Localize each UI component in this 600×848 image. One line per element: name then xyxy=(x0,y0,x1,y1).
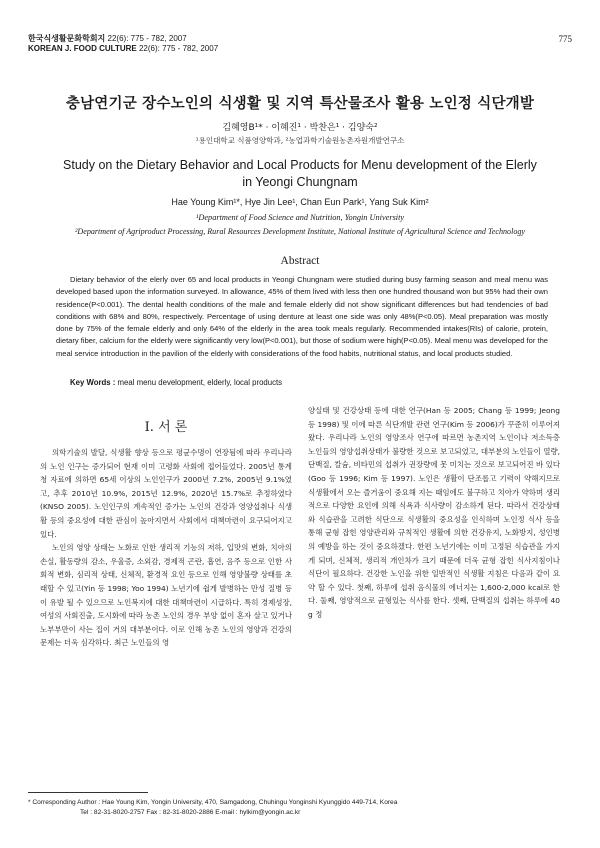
right-column xyxy=(308,404,560,622)
abstract-heading: Abstract xyxy=(280,255,320,267)
title-english: Study on the Dietary Behavior and Local Products for Menu development of the Elerly in Yeongi Chungnam xyxy=(63,158,537,189)
authors-korean: 김혜영B¹* · 이혜진¹ · 박찬은¹ · 김양숙² xyxy=(222,123,378,133)
abstract-body xyxy=(56,274,548,360)
paragraph: 노인의 영양 상태는 노화로 인한 생리적 기능의 저하, 입맛의 변화, 치아의 손실, 활동량의 감소, 우울증, 소외감, 경제적 곤란, 흡연, 음주 등으로 인한 사회적 변화, 심리적 상태, 신체적, 환경적 요인 등으로 인해 영양불량 상태를 초래할 수 있고(Yin 등 1998; Yoo 1994) 노년기에 쉽게 발병하는 만성 질병 등이 유발 될 수 있으므로 노인복지에 대한 대책마련이 시급하다. 특히 경제성장, 여성의 사회진출, 도시화에 따라 농촌 노인의 경우 부양 없이 혼자 살고 있거나 노부부만이 사는 집이 거의 대부분이다. 이로 인해 농촌 노인의 영양과 건강의 문제는 더욱 심각하다. 최근 노인들의 영 xyxy=(40,543,292,648)
left-column xyxy=(40,446,292,650)
footnote-contact: Tel : 82-31-8020-2757 Fax : 82-31-8020-2886 E-mail : hylkim@yongin.ac.kr xyxy=(80,808,301,816)
journal-name-kr: 한국식생활문화학회지 xyxy=(28,34,106,43)
affiliation-english-1: ¹Department of Food Science and Nutrition, Yongin University xyxy=(195,213,405,222)
running-header xyxy=(28,34,218,54)
keywords-text: meal menu development, elderly, local products xyxy=(117,378,283,387)
page-number: 775 xyxy=(558,34,572,44)
section-title-introduction: Ⅰ. 서 론 xyxy=(144,420,188,435)
footnote-divider xyxy=(28,792,148,793)
affiliation-korean: ¹용인대학교 식품영양학과, ²농업과학기술원농촌자원개발연구소 xyxy=(195,136,405,145)
footnote xyxy=(28,798,397,817)
keywords xyxy=(70,378,282,387)
citation-kr: 22(6): 775 - 782, 2007 xyxy=(107,34,187,43)
affiliation-english-2: ²Department of Agriproduct Processing, Rural Resources Development Institute, National Institute of Agricultural Science and Technology xyxy=(74,227,526,236)
keywords-label: Key Words : xyxy=(70,378,116,387)
citation-en: 22(6): 775 - 782, 2007 xyxy=(138,44,219,53)
title-korean: 충남연기군 장수노인의 식생활 및 지역 특산물조사 활용 노인정 식단개발 xyxy=(65,96,535,112)
authors-english: Hae Young Kim¹*, Hye Jin Lee¹, Chan Eun Park¹, Yang Suk Kim² xyxy=(171,197,429,207)
paragraph: 양실태 및 건강상태 등에 대한 연구(Han 등 2005; Chang 등 1999; Jeong 등 1998) 및 이에 따른 식단개발 관련 연구(Kim 등 2006)가 꾸준히 이루어져 왔다. 우리나라 노인의 영양조사 연구에 따르면 농촌지역 노인이나 저소득층 노인들의 영양섭취상태가 불량한 것으로 보고되었고, 대부분의 노인들이 열량, 단백질, 칼슘, 비타민의 섭취가 권장량에 못 미치는 것으로 보고되어진 바 있다(Goo 등 1996; Kim 등 1997). 노인은 생활이 단조롭고 기력이 약해지므로 식생활에서 오는 즐거움이 중요해 지는 때임에도 불구하고 치아가 약하며 생리적으로 다양한 요인에 의해 식욕과 식사량이 감소하게 된다. 따라서 건강상태와 식습관을 고려한 식단으로 식생활의 중요성을 인식하며 노인정 식사 등을 통해 균형 잡힌 영양관리와 규칙적인 생활에 의한 건강유지, 노화방지, 성인병의 예방을 하는 것이 중요하겠다. 한편 노년기에는 이미 고정된 식습관을 가지게 되며, 신체적, 생리적 개인차가 크기 때문에 더욱 균형 잡힌 식사지침이나 식단이 필요하다. 건강한 노인을 위한 일반적인 식생활 지침은 다음과 같이 요약 할 수 있다. 첫째, 하루에 섭취 음식물의 에너지는 1,600-2,000 kcal로 한다. 둘째, 영양적으로 균형있는 식사를 한다. 셋째, 단백질의 섭취는 하루에 40 g 정 xyxy=(308,406,561,619)
paragraph: 의학기술의 발달, 식생활 향상 등으로 평균수명이 연장됨에 따라 우리나라의 노인 인구는 증가되어 현재 이미 고령화 사회에 접어들었다. 2005년 통계청 자료에 의하면 65세 이상의 노인인구가 2000년 7.2%, 2005년 9.1%였고, 추후 2010년 10.9%, 2015년 12.9%, 2020년 15.7%로 추정하였다(KNSO 2005). 노인인구의 계속적인 증가는 노인의 건강과 영양섭취나 식생활 등의 중요성에 대한 관심이 높아지면서 사회에서 대책마련이 요구되어지고 있다. xyxy=(40,448,292,539)
footnote-author: * Corresponding Author : Hae Young Kim, Yongin University, 470, Samgadong, Chuhingu Yonginshi Kyunggido 449-714, Korea xyxy=(28,799,398,806)
journal-name-en: KOREAN J. FOOD CULTURE xyxy=(28,44,137,53)
abstract-text: Dietary behavior of the elerly over 65 and local products in Yeongi Chungnam were studied during busy farming season and meal menu was developed based upon the information surveyed. In allowance, 45% of them lived with less then one hundred thousand won but 95% had their own residence(P<0.001). The dental health conditions of the male and female elderly did not show significant differences but had tendencies of bad conditions with 68% and 80%, respectively. Percentage of using denture at least one side was only 48%(P<0.05). Meal preparation was mostly done by 75% of the female elderly and only 64% of the elderly in the area took meals regularly. Recommended intakes(RIs) of calorie, protein, dietary fiber, calcium for the elderly were significantly very low(P<0.001), but those of sodium were high(P<0.05). Meal menu was developed for the meal service introduction in the pavilion of the elderly with considerations of the food habits, nutritional status, and local products studied. xyxy=(56,275,548,358)
